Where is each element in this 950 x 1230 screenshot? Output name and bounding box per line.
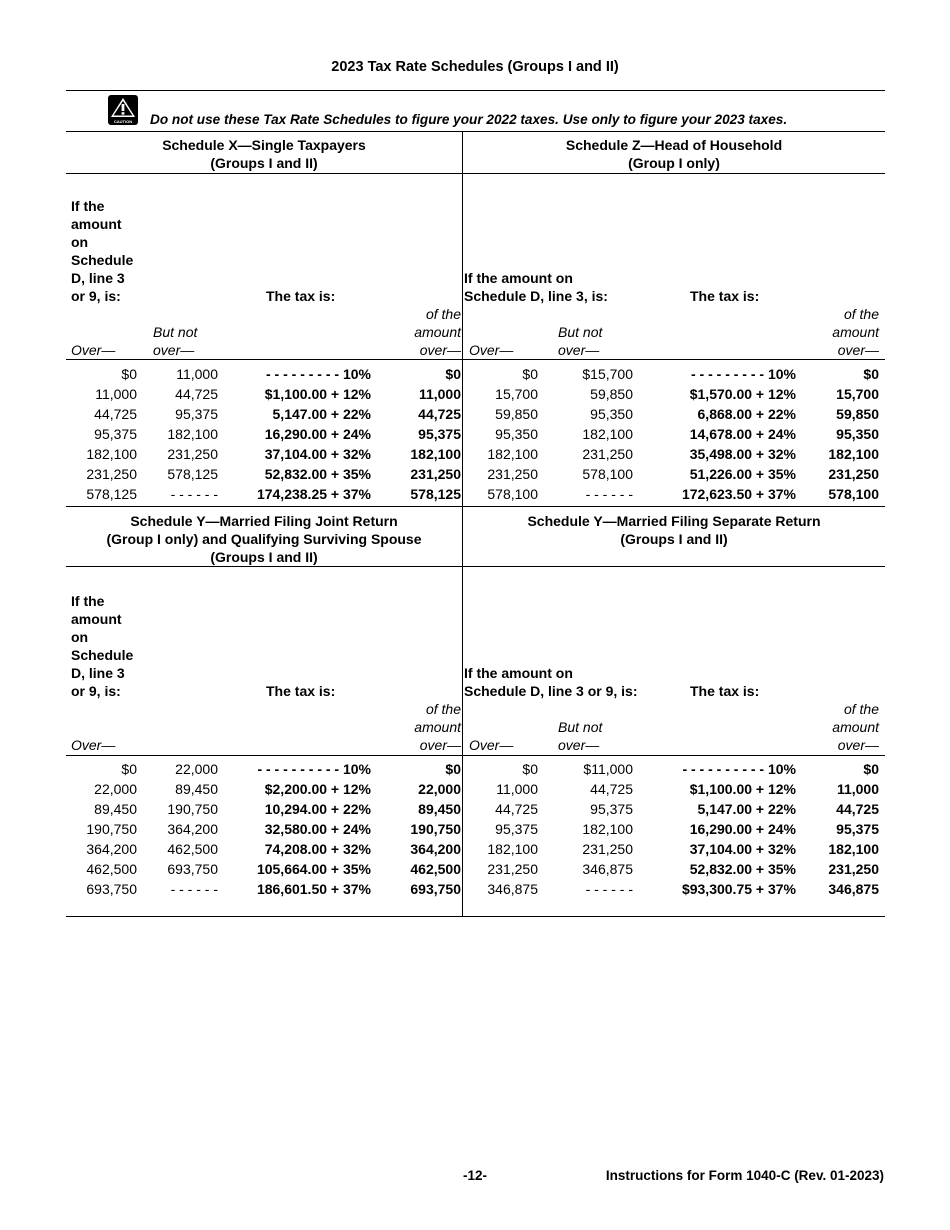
tax-is-label: The tax is: <box>690 683 760 699</box>
but-not-over-value: - - - - - - <box>585 881 633 897</box>
if-amount-label: Schedule <box>71 647 134 663</box>
tax-formula: 105,664.00 + 35% <box>256 861 371 877</box>
tax-formula: 10,294.00 + 22% <box>264 801 371 817</box>
tax-is-label: The tax is: <box>690 288 760 304</box>
but-not-over-value: 59,850 <box>590 386 633 402</box>
of-amount-over-value: 190,750 <box>410 821 461 837</box>
tax-formula: $93,300.75 + 37% <box>681 881 796 897</box>
but-not-over-value: 231,250 <box>582 446 633 462</box>
if-amount-label: Schedule D, line 3, is: <box>464 288 608 304</box>
of-amount-over-header: of the <box>425 306 461 322</box>
of-amount-over-value: 231,250 <box>828 466 879 482</box>
over-value: 578,125 <box>86 486 137 502</box>
over-value: 578,100 <box>487 486 538 502</box>
section-headings <box>66 507 885 567</box>
svg-text:CAUTION: CAUTION <box>113 119 133 124</box>
but-not-over-value: - - - - - - <box>585 486 633 502</box>
tax-formula: 37,104.00 + 32% <box>264 446 371 462</box>
schedule-section-2 <box>66 507 885 917</box>
tax-formula: 6,868.00 + 22% <box>697 406 796 422</box>
of-amount-over-header: of the <box>843 306 879 322</box>
schedule-y-separate-heading: Schedule Y—Married Filing Separate Return (Groups I and II) <box>527 513 821 547</box>
of-amount-over-value: 364,200 <box>410 841 461 857</box>
over-value: 44,725 <box>495 801 538 817</box>
of-amount-over-header: of the <box>843 701 879 717</box>
tax-formula: - - - - - - - - - - 10% <box>257 761 371 777</box>
if-amount-label: If the <box>71 198 105 214</box>
section-headings <box>66 131 885 174</box>
of-amount-over-value: 89,450 <box>418 801 461 817</box>
schedule-y-joint-heading: Schedule Y—Married Filing Joint Return (Group I only) and Qualifying Surviving Spouse (Groups I and II) <box>106 513 422 565</box>
if-amount-label: or 9, is: <box>71 288 121 304</box>
if-amount-label: or 9, is: <box>71 683 121 699</box>
tax-formula: - - - - - - - - - 10% <box>691 366 796 382</box>
but-not-over-header: over— <box>153 342 195 358</box>
over-value: 95,350 <box>495 426 538 442</box>
if-amount-label: amount <box>71 611 122 627</box>
tax-formula: 37,104.00 + 32% <box>689 841 796 857</box>
but-not-over-header: over— <box>558 737 600 753</box>
over-value: 231,250 <box>487 466 538 482</box>
but-not-over-value: 44,725 <box>175 386 218 402</box>
of-amount-over-header: of the <box>425 701 461 717</box>
tax-formula: - - - - - - - - - - 10% <box>682 761 796 777</box>
but-not-over-header: But not <box>558 324 603 340</box>
of-amount-over-value: 462,500 <box>410 861 461 877</box>
over-value: $0 <box>522 761 538 777</box>
of-amount-over-header: over— <box>837 342 879 358</box>
of-amount-over-value: 95,375 <box>836 821 879 837</box>
if-amount-label: on <box>71 234 89 250</box>
of-amount-over-header: over— <box>419 737 461 753</box>
of-amount-over-value: 11,000 <box>418 386 461 402</box>
but-not-over-value: $15,700 <box>582 366 633 382</box>
of-amount-over-value: 11,000 <box>836 781 879 797</box>
over-value: 11,000 <box>496 781 538 797</box>
of-amount-over-value: 15,700 <box>836 386 879 402</box>
of-amount-over-value: 182,100 <box>410 446 461 462</box>
tax-formula: 74,208.00 + 32% <box>264 841 371 857</box>
of-amount-over-header: amount <box>832 324 879 340</box>
but-not-over-value: 95,375 <box>590 801 633 817</box>
of-amount-over-value: 44,725 <box>836 801 879 817</box>
of-amount-over-value: 231,250 <box>828 861 879 877</box>
tax-formula: 5,147.00 + 22% <box>697 801 796 817</box>
over-value: 346,875 <box>487 881 538 897</box>
schedule-z-heading: Schedule Z—Head of Household (Group I only) <box>565 137 783 171</box>
but-not-over-value: 231,250 <box>167 446 218 462</box>
over-value: $0 <box>121 366 137 382</box>
tax-formula: 51,226.00 + 35% <box>689 466 796 482</box>
tax-formula: $1,100.00 + 12% <box>264 386 371 402</box>
but-not-over-value: 95,350 <box>590 406 633 422</box>
page-number: -12- <box>462 1168 487 1183</box>
of-amount-over-header: over— <box>419 342 461 358</box>
but-not-over-value: 22,000 <box>175 761 218 777</box>
but-not-over-value: 89,450 <box>175 781 218 797</box>
if-amount-label: D, line 3 <box>71 270 125 286</box>
but-not-over-value: 364,200 <box>167 821 218 837</box>
of-amount-over-value: 693,750 <box>410 881 461 897</box>
over-value: 693,750 <box>86 881 137 897</box>
tax-formula: 5,147.00 + 22% <box>272 406 371 422</box>
over-value: 182,100 <box>86 446 137 462</box>
form-name: Instructions for Form 1040-C (Rev. 01-2023) <box>605 1168 884 1183</box>
over-value: 89,450 <box>94 801 137 817</box>
of-amount-over-value: 578,125 <box>410 486 461 502</box>
but-not-over-value: 95,375 <box>175 406 218 422</box>
but-not-over-value: 190,750 <box>167 801 218 817</box>
but-not-over-header: But not <box>153 324 198 340</box>
tax-is-label: The tax is: <box>266 288 336 304</box>
but-not-over-value: - - - - - - <box>170 486 218 502</box>
tax-formula: 52,832.00 + 35% <box>689 861 796 877</box>
but-not-over-value: 231,250 <box>582 841 633 857</box>
but-not-over-value: 462,500 <box>167 841 218 857</box>
tax-formula: 174,238.25 + 37% <box>256 486 371 502</box>
tax-formula: 52,832.00 + 35% <box>264 466 371 482</box>
over-header: Over— <box>469 342 514 358</box>
of-amount-over-value: $0 <box>445 761 461 777</box>
over-value: 15,700 <box>495 386 538 402</box>
schedule-section-1 <box>66 131 885 507</box>
of-amount-over-value: 346,875 <box>828 881 879 897</box>
tax-formula: 14,678.00 + 24% <box>689 426 796 442</box>
over-value: 231,250 <box>86 466 137 482</box>
of-amount-over-header: amount <box>832 719 879 735</box>
but-not-over-value: - - - - - - <box>170 881 218 897</box>
but-not-over-value: 693,750 <box>167 861 218 877</box>
of-amount-over-value: $0 <box>863 366 879 382</box>
over-value: 95,375 <box>495 821 538 837</box>
over-header: Over— <box>71 342 116 358</box>
of-amount-over-value: 44,725 <box>418 406 461 422</box>
tax-formula: $2,200.00 + 12% <box>264 781 371 797</box>
over-value: 364,200 <box>86 841 137 857</box>
of-amount-over-value: $0 <box>445 366 461 382</box>
tax-formula: 35,498.00 + 32% <box>689 446 796 462</box>
over-value: $0 <box>522 366 538 382</box>
tax-formula: 16,290.00 + 24% <box>264 426 371 442</box>
but-not-over-value: 182,100 <box>582 821 633 837</box>
over-value: 59,850 <box>495 406 538 422</box>
but-not-over-value: 44,725 <box>590 781 633 797</box>
schedule-x-heading: Schedule X—Single Taxpayers (Groups I and II) <box>162 137 366 171</box>
over-value: 22,000 <box>94 781 137 797</box>
of-amount-over-value: 22,000 <box>418 781 461 797</box>
page-title: 2023 Tax Rate Schedules (Groups I and II) <box>331 59 619 75</box>
but-not-over-value: 346,875 <box>582 861 633 877</box>
if-amount-label: If the amount on <box>464 270 573 286</box>
of-amount-over-header: over— <box>837 737 879 753</box>
tax-is-label: The tax is: <box>266 683 336 699</box>
tax-formula: 172,623.50 + 37% <box>681 486 796 502</box>
but-not-over-value: 11,000 <box>176 366 218 382</box>
if-amount-label: amount <box>71 216 122 232</box>
but-not-over-value: 182,100 <box>582 426 633 442</box>
over-value: 462,500 <box>86 861 137 877</box>
caution-text: Do not use these Tax Rate Schedules to figure your 2022 taxes. Use only to figure your 2023 taxes. <box>150 112 788 127</box>
if-amount-label: on <box>71 629 89 645</box>
but-not-over-value: 182,100 <box>167 426 218 442</box>
tax-formula: $1,570.00 + 12% <box>689 386 796 402</box>
over-value: 190,750 <box>86 821 137 837</box>
over-value: 11,000 <box>95 386 137 402</box>
tax-formula: 32,580.00 + 24% <box>264 821 371 837</box>
if-amount-label: Schedule <box>71 252 134 268</box>
but-not-over-value: 578,100 <box>582 466 633 482</box>
if-amount-label: If the amount on <box>464 665 573 681</box>
but-not-over-header: But not <box>558 719 603 735</box>
of-amount-over-value: 182,100 <box>828 841 879 857</box>
of-amount-over-value: 231,250 <box>410 466 461 482</box>
of-amount-over-header: amount <box>414 719 461 735</box>
of-amount-over-value: 182,100 <box>828 446 879 462</box>
over-value: 44,725 <box>94 406 137 422</box>
over-value: 182,100 <box>487 841 538 857</box>
over-value: $0 <box>121 761 137 777</box>
but-not-over-value: $11,000 <box>583 761 633 777</box>
of-amount-over-value: 59,850 <box>836 406 879 422</box>
tax-formula: - - - - - - - - - 10% <box>266 366 371 382</box>
over-value: 95,375 <box>94 426 137 442</box>
of-amount-over-header: amount <box>414 324 461 340</box>
over-header: Over— <box>469 737 514 753</box>
but-not-over-value: 578,125 <box>167 466 218 482</box>
if-amount-label: D, line 3 <box>71 665 125 681</box>
of-amount-over-value: 95,350 <box>836 426 879 442</box>
caution-icon <box>108 95 138 125</box>
of-amount-over-value: 578,100 <box>828 486 879 502</box>
caution-banner <box>66 90 885 132</box>
over-value: 182,100 <box>487 446 538 462</box>
of-amount-over-value: 95,375 <box>418 426 461 442</box>
tax-formula: 186,601.50 + 37% <box>256 881 371 897</box>
but-not-over-header: over— <box>558 342 600 358</box>
tax-formula: $1,100.00 + 12% <box>689 781 796 797</box>
tax-formula: 16,290.00 + 24% <box>689 821 796 837</box>
over-header: Over— <box>71 737 116 753</box>
if-amount-label: If the <box>71 593 105 609</box>
over-value: 231,250 <box>487 861 538 877</box>
if-amount-label: Schedule D, line 3 or 9, is: <box>464 683 638 699</box>
of-amount-over-value: $0 <box>863 761 879 777</box>
